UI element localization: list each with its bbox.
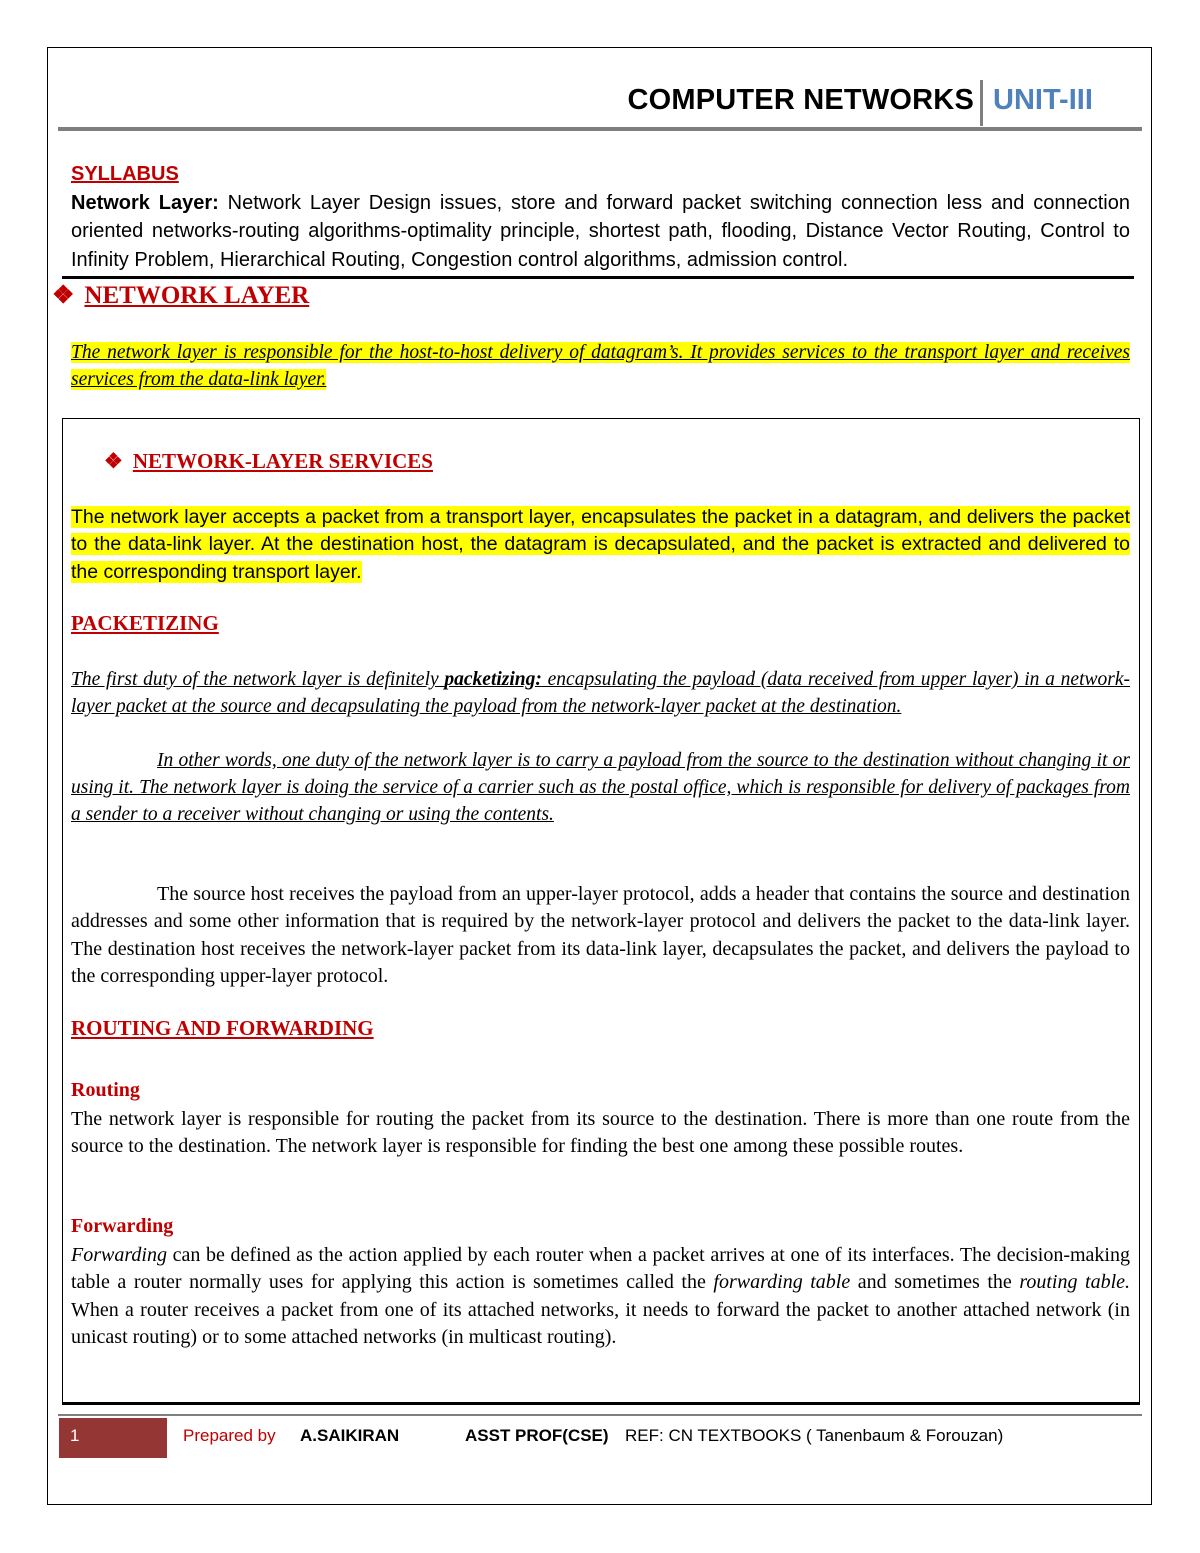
header-rule bbox=[58, 127, 1142, 131]
document-title: COMPUTER NETWORKS bbox=[627, 84, 974, 116]
syllabus-topic-label: Network Layer: bbox=[71, 191, 219, 214]
prepared-by-label: Prepared by bbox=[183, 1426, 276, 1445]
packetizing-p2-text: In other words, one duty of the network layer is to carry a payload from the source to the destination without changing it or using it. The network layer is doing the service of a carrier such as the postal office, which is responsible for delivery of packages from a sender to a receiver without changing or using the contents. bbox=[71, 750, 1130, 825]
packetizing-p1-after: encapsulating the payload (data received from upper layer) in a network-layer packet at the source and decapsulating the payload from the network-layer packet at the destination. bbox=[71, 669, 1130, 717]
routing-table-term: routing table. bbox=[1019, 1271, 1131, 1294]
network-layer-intro-text: The network layer is responsible for the host-to-host delivery of datagram’s. It provides services to the transport layer and receives services from the data-link layer. bbox=[71, 342, 1130, 390]
syllabus-section bbox=[71, 160, 1130, 274]
syllabus-topics: Network Layer Design issues, store and forward packet switching connection less and connection oriented networks-routing algorithms-optimality principle, shortest path, flooding, Distance Vector Routing, Control to Infinity Problem, Hierarchical Routing, Congestion control algorithms, admission control. bbox=[71, 191, 1130, 271]
packetizing-paragraph-3 bbox=[71, 881, 1130, 990]
packetizing-p3-text: The source host receives the payload from an upper-layer protocol, adds a header that contains the source and destination addresses and some other information that is required by the network-layer protocol and delivers the packet to the data-link layer. The destination host receives the network-layer packet from its data-link layer, decapsulates the packet, and delivers the payload to the corresponding upper-layer protocol. bbox=[71, 883, 1130, 987]
services-text: The network layer accepts a packet from a transport layer, encapsulates the packet in a datagram, and delivers the packet to the data-link layer. At the destination host, the datagram is decapsulated, and the packet is extracted and delivered to the corresponding transport layer. bbox=[71, 506, 1130, 583]
header-separator bbox=[980, 80, 983, 126]
services-heading bbox=[104, 449, 433, 474]
unit-label: UNIT-III bbox=[993, 84, 1093, 116]
routing-paragraph: The network layer is responsible for routing the packet from its source to the destination. There is more than one route from the source to the destination. The network layer is responsible for finding the best one among these possible routes. bbox=[71, 1108, 1130, 1158]
packetizing-term: packetizing: bbox=[444, 669, 542, 690]
syllabus-label: SYLLABUS bbox=[71, 163, 179, 185]
diamond-bullet-icon: ❖ bbox=[104, 449, 123, 473]
network-layer-heading bbox=[52, 280, 309, 310]
author-name: A.SAIKIRAN bbox=[300, 1426, 400, 1445]
routing-subheading: Routing bbox=[71, 1079, 140, 1101]
routing-forwarding-heading: ROUTING AND FORWARDING bbox=[71, 1016, 374, 1040]
forwarding-text-1: can be defined as the action applied by each router when a packet arrives at one of its interfaces. The decision-making table a router normally uses for applying this action is sometimes called the bbox=[71, 1244, 1130, 1294]
forwarding-term: Forwarding bbox=[71, 1244, 167, 1266]
footer-rule bbox=[58, 1414, 1142, 1416]
services-paragraph bbox=[71, 504, 1130, 586]
packetizing-paragraph-1 bbox=[71, 666, 1130, 720]
reference-text: REF: CN TEXTBOOKS ( Tanenbaum & Forouzan) bbox=[625, 1426, 1004, 1445]
services-title: NETWORK-LAYER SERVICES bbox=[132, 449, 433, 473]
syllabus-rule bbox=[62, 276, 1134, 279]
author-role: ASST PROF(CSE) bbox=[465, 1426, 609, 1445]
forwarding-paragraph bbox=[71, 1242, 1130, 1351]
forwarding-subheading: Forwarding bbox=[71, 1215, 174, 1237]
network-layer-title: NETWORK LAYER bbox=[84, 282, 310, 309]
page-number: 1 bbox=[59, 1418, 167, 1458]
page-header bbox=[0, 80, 1200, 130]
forwarding-text-2: and sometimes the bbox=[850, 1271, 1020, 1294]
packetizing-heading: PACKETIZING bbox=[71, 611, 219, 635]
syllabus-text bbox=[71, 189, 1130, 275]
forwarding-table-term: forwarding table bbox=[713, 1271, 851, 1294]
packetizing-paragraph-2 bbox=[71, 747, 1130, 828]
network-layer-intro bbox=[71, 339, 1130, 393]
packetizing-p1-before: The first duty of the network layer is definitely bbox=[71, 669, 445, 690]
diamond-bullet-icon: ❖ bbox=[52, 282, 75, 309]
forwarding-text-3: When a router receives a packet from one of its attached networks, it needs to forward the packet to another attached network (in unicast routing) or to some attached networks (in multicast routing). bbox=[71, 1298, 1130, 1348]
